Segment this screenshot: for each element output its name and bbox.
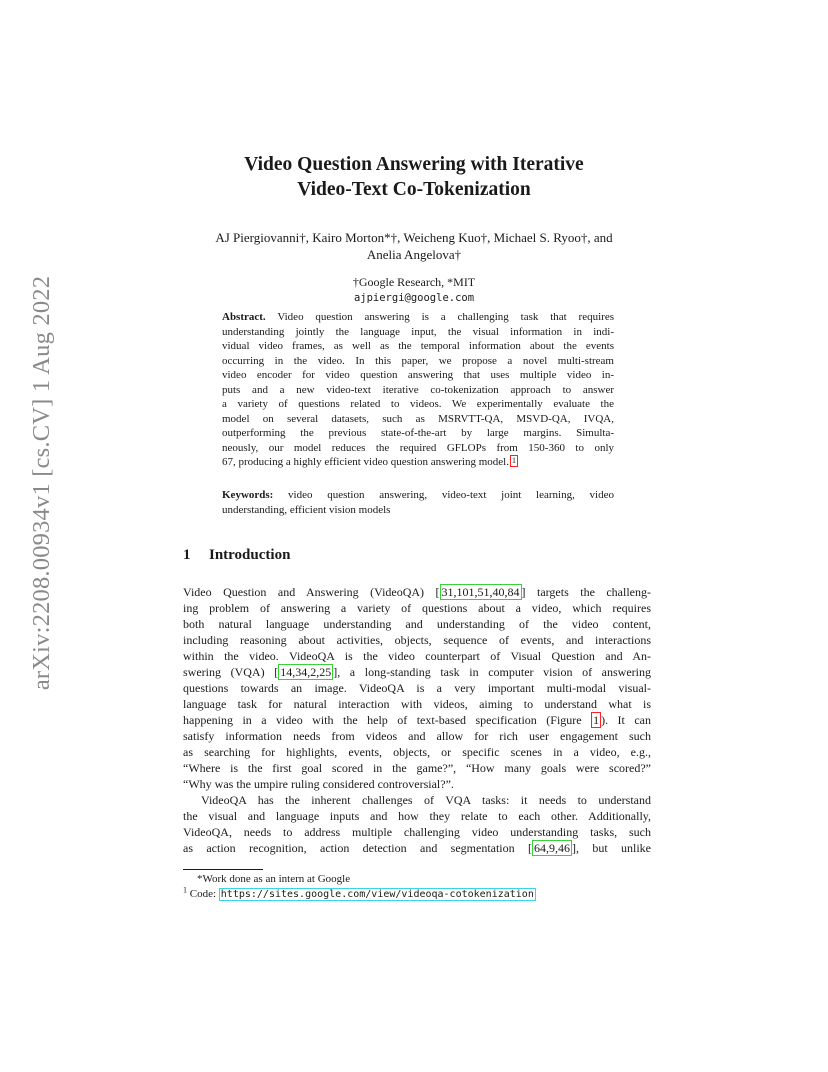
abstract-line: 67, producing a highly efficient video question answering model. 1 bbox=[222, 456, 516, 469]
abstract-line: outperforming the previous state-of-the-art by large margins. Simulta- bbox=[222, 427, 614, 440]
abstract-line: video encoder for video question answering that uses multiple video in- bbox=[222, 369, 614, 382]
keywords-label: Keywords: bbox=[222, 489, 274, 501]
paper-title bbox=[150, 152, 678, 202]
body-line: Video Question and Answering (VideoQA) [ 31,101,51,40,84 ] targets the challeng- bbox=[183, 585, 651, 599]
abstract-line: a variety of questions related to videos. We experimentally evaluate the bbox=[222, 398, 614, 411]
section-title: Introduction bbox=[209, 547, 291, 563]
body-line: questions towards an image. VideoQA is a very important multi-modal visual- bbox=[183, 681, 651, 695]
keywords-line: understanding, efficient vision models bbox=[222, 503, 391, 516]
section-heading bbox=[183, 547, 290, 564]
footnotes bbox=[183, 872, 653, 902]
body-line: “Why was the umpire ruling considered controversial?”. bbox=[183, 777, 454, 791]
body-line: swering (VQA) [ 14,34,2,25 ], a long-standing task in computer vision of answering bbox=[183, 665, 652, 679]
body-line: “Where is the first goal scored in the game?”, “How many goals were scored?” bbox=[183, 761, 651, 775]
title-line-2: Video-Text Co-Tokenization bbox=[297, 179, 531, 200]
authors-line-1: AJ Piergiovanni†, Kairo Morton*†, Weicheng Kuo†, Michael S. Ryoo†, and bbox=[215, 230, 613, 245]
body-line: the visual and language inputs and how they relate to each other. Additionally, bbox=[183, 809, 651, 823]
citation-link[interactable]: 64,9,46 bbox=[533, 841, 570, 855]
arxiv-id[interactable]: arXiv:2208.00934v1 [cs.CV] 1 Aug 2022 bbox=[28, 275, 55, 691]
abstract-line: vidual video frames, as well as the temporal information about the events bbox=[222, 340, 614, 353]
abstract-line: occurring in the video. In this paper, we propose a novel multi-stream bbox=[222, 354, 614, 367]
keywords bbox=[222, 488, 614, 517]
footnote-divider bbox=[183, 869, 263, 870]
footnote-intern: *Work done as an intern at Google bbox=[197, 873, 351, 885]
abstract bbox=[222, 310, 614, 470]
citation-link[interactable]: 31,101,51,40,84 bbox=[441, 585, 520, 599]
footnote-link[interactable]: 1 bbox=[511, 456, 516, 466]
body-line: including reasoning about activities, objects, sequence of events, and interactions bbox=[183, 633, 651, 647]
abstract-line: model on several datasets, such as MSRVTT-QA, MSVD-QA, IVQA, bbox=[222, 412, 614, 425]
footnote-number: 1 bbox=[183, 884, 187, 894]
abstract-line: neously, our model reduces the required GFLOPs from 150-360 to only bbox=[222, 441, 614, 454]
body-line: as action recognition, action detection and segmentation [ 64,9,46 ], but unlike bbox=[183, 841, 651, 855]
citation-link[interactable]: 14,34,2,25 bbox=[280, 665, 332, 679]
arxiv-sidebar-stamp bbox=[20, 273, 64, 693]
abstract-line: understanding jointly the language input, the visual information in indi- bbox=[222, 325, 614, 338]
body-line: ing problem of answering a variety of questions about a video, which requires bbox=[183, 601, 651, 615]
footnote-code-label: Code: bbox=[189, 887, 217, 900]
title-line-1: Video Question Answering with Iterative bbox=[244, 154, 584, 175]
affiliation: †Google Research, *MIT bbox=[352, 275, 476, 289]
body-line: as searching for highlights, events, objects, or specific scenes in a video, e.g., bbox=[183, 745, 651, 759]
author-email[interactable]: ajpiergi@google.com bbox=[353, 292, 475, 304]
body-line: VideoQA has the inherent challenges of VQA tasks: it needs to understand bbox=[201, 793, 651, 807]
abstract-label: Abstract. bbox=[222, 311, 266, 323]
body-line: language task for natural interaction with videos, aiming to understand what is bbox=[183, 697, 651, 711]
affiliation-block bbox=[150, 274, 678, 306]
authors-line-2: Anelia Angelova† bbox=[366, 247, 462, 262]
body-line: both natural language understanding and understanding of the video content, bbox=[183, 617, 651, 631]
figure-link[interactable]: 1 bbox=[593, 713, 600, 727]
body-line: VideoQA, needs to address multiple challenging video understanding tasks, such bbox=[183, 825, 651, 839]
footnote-code bbox=[183, 884, 653, 903]
author-list bbox=[150, 229, 678, 263]
abstract-line: puts and a new video-text iterative co-tokenization approach to answer bbox=[222, 383, 614, 396]
abstract-line: Abstract. Video question answering is a challenging task that requires bbox=[222, 311, 614, 323]
body-line: satisfy information needs from videos and allow for rich user engagement such bbox=[183, 729, 651, 743]
section-number: 1 bbox=[183, 547, 191, 563]
body-text bbox=[183, 584, 651, 856]
body-line: happening in a video with the help of text-based specification (Figure 1 ). It can bbox=[183, 713, 651, 727]
body-line: within the video. VideoQA is the video counterpart of Visual Question and An- bbox=[183, 649, 651, 663]
code-url-link[interactable]: https://sites.google.com/view/videoqa-cotokenization bbox=[220, 888, 534, 900]
keywords-line: Keywords: video question answering, video-text joint learning, video bbox=[222, 489, 614, 501]
